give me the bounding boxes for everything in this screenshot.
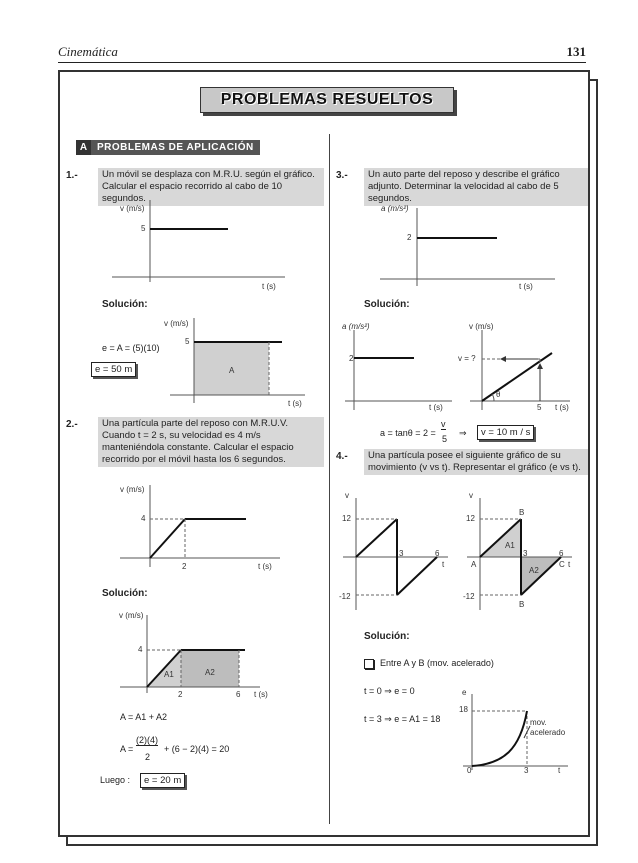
- p2-a1-label: A1: [164, 670, 174, 679]
- checkbox-bullet-icon: [364, 659, 374, 669]
- p4-t-label: t: [442, 560, 445, 569]
- p4-item-text: Entre A y B (mov. acelerado): [380, 658, 494, 668]
- p1-area-label: A: [229, 366, 235, 375]
- section-banner: PROBLEMAS RESUELTOS: [200, 87, 454, 113]
- p4-point-B-top: B: [519, 508, 525, 517]
- p1-solution-graph: [150, 318, 320, 408]
- p3-statement: Un auto parte del reposo y describe el gráfico adjunto. Determinar la velocidad al cabo de 5 segundos.: [364, 168, 588, 206]
- section-heading: [76, 140, 260, 155]
- column-divider: [329, 134, 330, 824]
- p1-answer: e = 50 m: [91, 362, 136, 377]
- p2-sol-x1: 2: [178, 690, 183, 699]
- p4-eq2: t = 3 ⇒ e = A1 = 18: [364, 714, 441, 724]
- p2-solution-graph: [110, 615, 280, 700]
- p1-sol-yval: 5: [185, 337, 190, 346]
- p3-sol-ylabel: a (m/s²): [342, 322, 370, 331]
- p2-sol-ylabel: v (m/s): [119, 611, 144, 620]
- p4-e-label: e: [462, 688, 467, 697]
- p4-a1-label: A1: [505, 541, 515, 550]
- p2-statement: Una partícula parte del reposo con M.R.U.V. Cuando t = 2 s, su velocidad es 4 m/s manteniéndola constante. Calcular el espacio recorrido por el móvil hasta los 6 segundos.: [98, 417, 324, 467]
- section-letter: A: [76, 140, 91, 155]
- p4-mov: mov.: [530, 718, 547, 727]
- p4-y12: 12: [342, 514, 351, 523]
- p4-e-t-label: t: [558, 766, 561, 775]
- p2-solution-label: Solución:: [102, 588, 148, 599]
- p3-sol-graph-v: [460, 320, 580, 415]
- p4-y12-2: 12: [466, 514, 475, 523]
- page-header: [58, 44, 586, 63]
- p4-zero: 0: [467, 766, 472, 775]
- p2-frac-den: 2: [145, 752, 151, 762]
- p3-ylabel: a (m/s²): [381, 204, 409, 213]
- p3-fnum: v: [441, 419, 446, 429]
- p2-ylabel: v (m/s): [120, 485, 145, 494]
- p2-eq2b: + (6 − 2)(4) = 20: [164, 744, 230, 754]
- p3-vq: v = ?: [458, 354, 476, 363]
- page-number: 131: [566, 44, 586, 59]
- p4-x3-2: 3: [523, 549, 528, 558]
- p2-eq1: A = A1 + A2: [120, 712, 168, 722]
- p4-point-C: C: [559, 560, 565, 569]
- p4-statement: Una partícula posee el siguiente gráfico de su movimiento (v vs t). Representar el gráfico (e vs t).: [364, 449, 588, 475]
- p4-yn12-2: -12: [463, 592, 475, 601]
- p2-answer: e = 20 m: [140, 773, 185, 788]
- p4-solution-label: Solución:: [364, 631, 410, 642]
- section-title: PROBLEMAS DE APLICACIÓN: [91, 140, 260, 155]
- p3-xlabel: t (s): [519, 282, 533, 291]
- p3-number: 3.-: [336, 170, 348, 181]
- p3-sol-xlabel2: t (s): [555, 403, 569, 412]
- p4-x6: 6: [435, 549, 440, 558]
- p2-sol-xlabel: t (s): [254, 690, 268, 699]
- p1-graph: [100, 200, 320, 300]
- p3-theta: θ: [496, 390, 501, 399]
- p3-sol-graph-a: [340, 320, 460, 415]
- p3-arrow: ⇒: [459, 428, 467, 438]
- p4-a2-label: A2: [529, 566, 539, 575]
- p1-yval: 5: [141, 224, 146, 233]
- p4-yn12: -12: [339, 592, 351, 601]
- p4-eq1: t = 0 ⇒ e = 0: [364, 686, 415, 696]
- p4-graph-v: [338, 490, 458, 615]
- p2-sol-x2: 6: [236, 690, 241, 699]
- p1-statement: Un móvil se desplaza con M.R.U. según el gráfico. Calcular el espacio recorrido al cabo de 10 segundos.: [98, 168, 324, 206]
- p4-y18: 18: [459, 705, 468, 714]
- p3-fden: 5: [442, 434, 448, 444]
- p1-equation: e = A = (5)(10): [102, 343, 160, 353]
- p4-point-B-bottom: B: [519, 600, 525, 609]
- p1-sol-ylabel: v (m/s): [164, 319, 189, 328]
- p2-number: 2.-: [66, 419, 78, 430]
- p4-e-x3: 3: [524, 766, 529, 775]
- p2-graph: [110, 485, 310, 575]
- chapter-title: Cinemática: [58, 44, 118, 59]
- p4-x6-2: 6: [559, 549, 564, 558]
- p4-e-curve: [472, 711, 527, 766]
- p2-yval: 4: [141, 514, 146, 523]
- p1-xlabel: t (s): [262, 282, 276, 291]
- p3-x5: 5: [537, 403, 542, 412]
- p4-v-label-2: v: [469, 491, 473, 500]
- p3-sol-yval: 2: [349, 354, 354, 363]
- p4-t-label-2: t: [568, 560, 571, 569]
- p2-eq2a: A =: [120, 744, 134, 754]
- p2-sol-yval: 4: [138, 645, 143, 654]
- p4-item: [364, 658, 494, 669]
- p3-sol-ylabel2: v (m/s): [469, 322, 494, 331]
- p4-acel: acelerado: [530, 728, 566, 737]
- p1-sol-xlabel: t (s): [288, 399, 302, 408]
- p1-number: 1.-: [66, 170, 78, 181]
- p1-ylabel: v (m/s): [120, 204, 145, 213]
- p3-eq: a = tanθ = 2 =: [380, 428, 436, 438]
- p2-luego: Luego :: [100, 775, 131, 785]
- p2-frac-num: (2)(4): [136, 735, 158, 745]
- p3-yval: 2: [407, 233, 412, 242]
- p4-v-label: v: [345, 491, 349, 500]
- p3-answer: v = 10 m / s: [477, 425, 534, 440]
- p3-sol-xlabel: t (s): [429, 403, 443, 412]
- p2-x1: 2: [182, 562, 187, 571]
- p2-a2-label: A2: [205, 668, 215, 677]
- p1-solution-label: Solución:: [102, 299, 148, 310]
- p4-number: 4.-: [336, 451, 348, 462]
- p2-xlabel: t (s): [258, 562, 272, 571]
- p4-point-A: A: [471, 560, 477, 569]
- p3-solution-label: Solución:: [364, 299, 410, 310]
- p4-x3: 3: [399, 549, 404, 558]
- p3-graph: [370, 200, 580, 295]
